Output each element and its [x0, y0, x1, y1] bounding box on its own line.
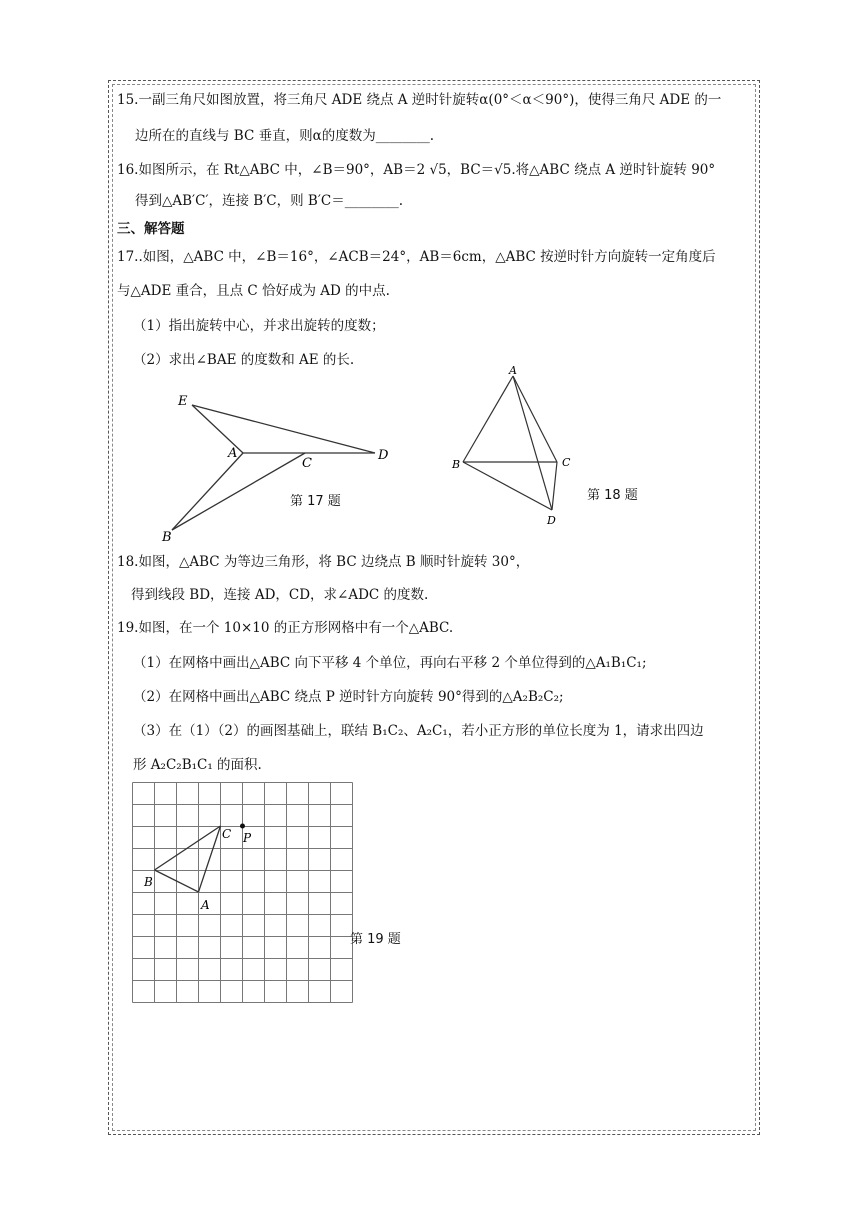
label-D: D [378, 448, 389, 463]
figure-19-grid [130, 782, 355, 1004]
figure-18 [445, 362, 585, 527]
fig19-caption: 第 19 题 [350, 932, 401, 947]
q19-part1: （1）在网格中画出△ABC 向下平移 4 个单位，再向右平移 2 个单位得到的△A₁B₁C₁; [133, 655, 647, 671]
label-C: C [302, 456, 312, 471]
q19-part2: （2）在网格中画出△ABC 绕点 P 逆时针方向旋转 90°得到的△A₂B₂C₂; [133, 689, 564, 705]
q17-part1: （1）指出旋转中心，并求出旋转的度数； [133, 318, 385, 334]
q19-part3-cont: 形 A₂C₂B₁C₁ 的面积. [133, 757, 262, 773]
label-A: A [509, 364, 517, 377]
label-B: B [162, 530, 172, 545]
fig18-caption: 第 18 题 [587, 488, 638, 503]
q17-line1: 17..如图，△ABC 中，∠B＝16°，∠ACB＝24°，AB＝6cm，△ABC 按逆时针方向旋转一定角度后 [117, 249, 716, 265]
q19-line1: 19.如图，在一个 10×10 的正方形网格中有一个△ABC. [117, 620, 454, 636]
q19-part3: （3）在（1）（2）的画图基础上，联结 B₁C₂、A₂C₁，若小正方形的单位长度为 1，请求出四边 [133, 723, 704, 739]
q15-line1: 15.一副三角尺如图放置，将三角尺 ADE 绕点 A 逆时针旋转α(0°＜α＜90°)，使得三角尺 ADE 的一 [117, 92, 722, 108]
q18-line1: 18.如图，△ABC 为等边三角形，将 BC 边绕点 B 顺时针旋转 30°， [117, 554, 530, 570]
figure-17 [150, 385, 400, 545]
label-E: E [178, 394, 188, 409]
q15-line2: 边所在的直线与 BC 垂直，则α的度数为________. [135, 128, 434, 144]
label-C: C [222, 827, 232, 841]
label-D: D [547, 514, 556, 527]
section-heading: 三、解答题 [117, 221, 185, 237]
label-A: A [201, 898, 210, 912]
label-B: B [144, 875, 153, 889]
q17-line2: 与△ADE 重合，且点 C 恰好成为 AD 的中点. [117, 283, 390, 299]
label-B: B [452, 458, 461, 471]
q16-line1: 16.如图所示，在 Rt△ABC 中，∠B＝90°，AB＝2 √5，BC＝√5.将△ABC 绕点 A 逆时针旋转 90° [117, 162, 716, 178]
label-P: P [243, 831, 252, 845]
label-C: C [562, 456, 571, 469]
label-A: A [228, 446, 238, 461]
fig17-caption: 第 17 题 [290, 494, 341, 509]
point-P [240, 824, 245, 829]
q16-line2: 得到△AB′C′，连接 B′C，则 B′C＝________. [135, 193, 404, 209]
q18-line2: 得到线段 BD，连接 AD，CD，求∠ADC 的度数. [131, 587, 429, 603]
q17-part2: （2）求出∠BAE 的度数和 AE 的长. [133, 352, 355, 368]
